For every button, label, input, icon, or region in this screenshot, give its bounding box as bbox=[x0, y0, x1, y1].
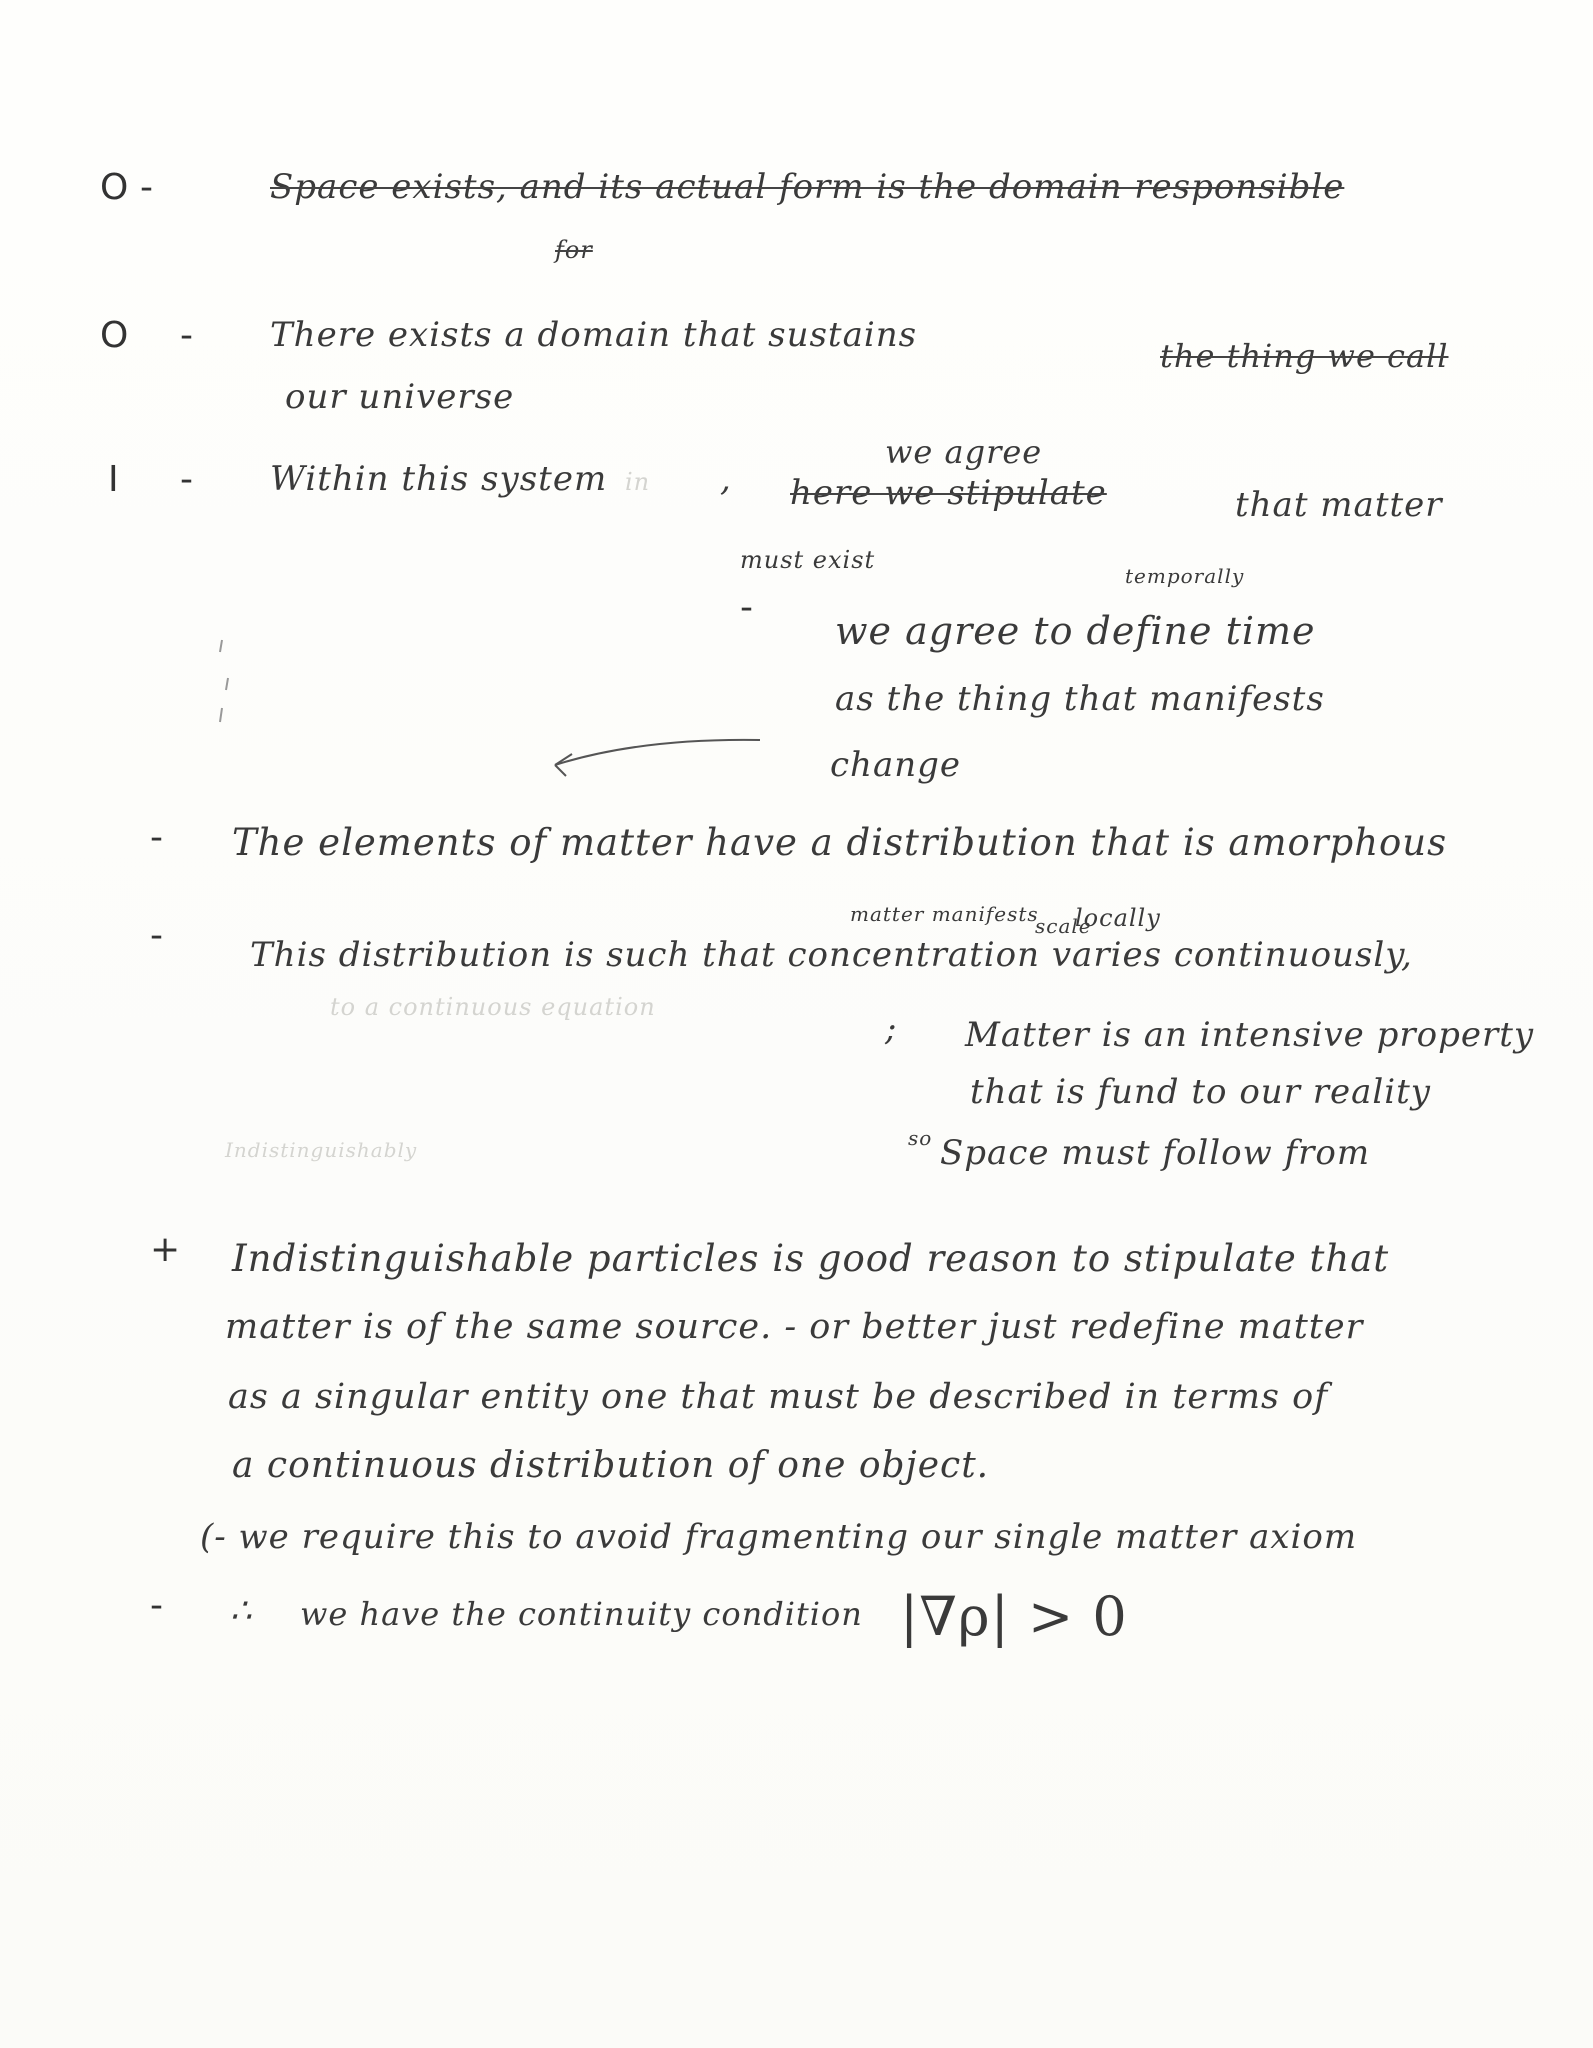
line2-dash2: - bbox=[740, 587, 753, 628]
margin-tick-marks bbox=[220, 640, 228, 722]
line2-marker: I bbox=[108, 459, 119, 500]
line0-dash: - bbox=[140, 167, 153, 208]
line4-semicolon: ; bbox=[885, 1009, 898, 1049]
line1-text-a: There exists a domain that sustains bbox=[270, 315, 918, 355]
line4-faint-text: to a continuous equation bbox=[330, 993, 656, 1021]
line2-temporally: temporally bbox=[1125, 564, 1245, 588]
line2-text-a: Within this system bbox=[270, 459, 608, 499]
line2-comma: , bbox=[720, 459, 732, 499]
line1-dash: - bbox=[180, 315, 193, 356]
line2-insert-we-agree: we agree bbox=[885, 433, 1043, 471]
line5-text-d: a continuous distribution of one object. bbox=[232, 1445, 990, 1486]
line6-dash: - bbox=[150, 1585, 163, 1626]
line4-insert-scale: scale bbox=[1035, 914, 1092, 938]
line4-dash: - bbox=[150, 915, 163, 956]
line2-def-b: as the thing that manifests bbox=[835, 679, 1325, 719]
line2-def-a: we agree to define time bbox=[835, 609, 1316, 653]
line5-text-b: matter is of the same source. - or better just redefine matter bbox=[225, 1307, 1364, 1347]
line4-insert-locally: locally bbox=[1075, 904, 1161, 932]
line4-matter-a: Matter is an intensive property bbox=[965, 1015, 1535, 1055]
line5-marker: + bbox=[150, 1229, 181, 1270]
line5-text-c: as a singular entity one that must be described in terms of bbox=[228, 1377, 1329, 1417]
line0-sub: for bbox=[555, 236, 593, 264]
line4-so: so bbox=[908, 1126, 933, 1150]
line3-text: The elements of matter have a distribution that is amorphous bbox=[232, 821, 1448, 864]
line2-struck-text: here we stipulate bbox=[790, 473, 1107, 513]
line2-def-c: change bbox=[830, 745, 961, 785]
continuity-formula: |∇ρ| > 0 bbox=[900, 1585, 1128, 1648]
line1-text-b: our universe bbox=[285, 377, 515, 417]
line2-dash: - bbox=[180, 459, 193, 500]
line1-struck-text: the thing we call bbox=[1160, 337, 1449, 375]
line1-marker: O bbox=[100, 315, 129, 356]
line4-faint-text-2: Indistinguishably bbox=[225, 1138, 418, 1162]
line6-therefore: ∴ bbox=[230, 1591, 253, 1631]
line2-text-b: that matter bbox=[1235, 485, 1443, 525]
line4-space: Space must follow from bbox=[940, 1133, 1371, 1173]
line5-text-e: (- we require this to avoid fragmenting our single matter axiom bbox=[200, 1517, 1358, 1557]
line4-text: This distribution is such that concentration varies continuously, bbox=[250, 935, 1413, 975]
line4-matter-b: that is fund to our reality bbox=[970, 1072, 1432, 1112]
line2-tail: must exist bbox=[740, 546, 876, 574]
arrow-shaft bbox=[555, 740, 760, 765]
line3-dash: - bbox=[150, 817, 163, 858]
line4-insert-matter: matter manifests bbox=[850, 902, 1039, 926]
line0-marker: O bbox=[100, 167, 129, 208]
line5-text-a: Indistinguishable particles is good reason to stipulate that bbox=[232, 1237, 1390, 1280]
line2-faint-text: in bbox=[625, 468, 651, 496]
line6-text: we have the continuity condition bbox=[300, 1595, 863, 1633]
line0-text: Space exists, and its actual form is the domain responsible bbox=[270, 167, 1345, 207]
